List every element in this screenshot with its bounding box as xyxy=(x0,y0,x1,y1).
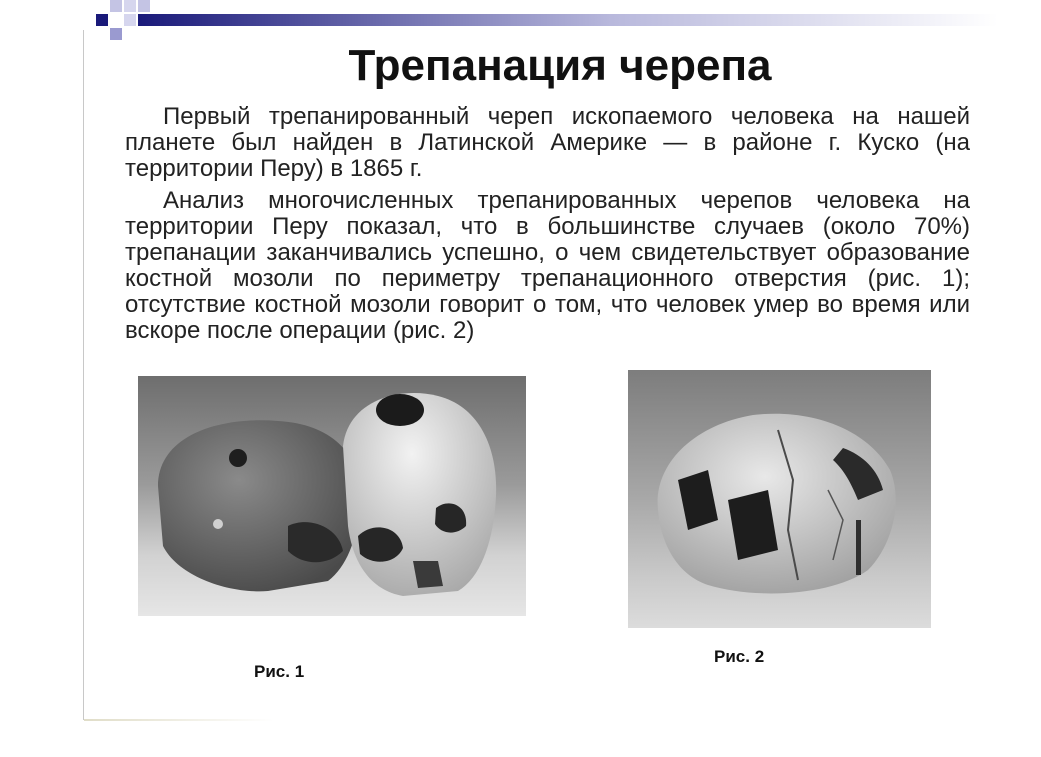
slide-title: Трепанация черепа xyxy=(348,41,772,90)
trepanned-skull-image xyxy=(628,370,931,628)
figure-1-photo xyxy=(138,376,526,616)
body-text xyxy=(125,104,970,344)
paragraph-2: Анализ многочисленных трепанированных черепов человека на территории Перу показал, что в большинстве случаев (около 70%) трепанации заканчивались успешно, о чем свидетельствует образование костной мозоли по периметру трепанационного отверстия (рис. 1); отсутствие костной мозоли говорит о том, что человек умер во время или вскоре после операции (рис. 2) xyxy=(125,187,970,344)
two-skulls-image xyxy=(138,376,526,616)
paragraph-1: Первый трепанированный череп ископаемого человека на нашей планете был найден в Латинской Америке — в районе г. Куско (на территории Перу) в 1865 г. xyxy=(125,103,970,182)
left-rule xyxy=(83,30,84,720)
figure-1-caption: Рис. 1 xyxy=(254,662,305,681)
bottom-rule xyxy=(84,719,274,721)
figure-2-caption: Рис. 2 xyxy=(714,647,765,666)
figure-2-photo xyxy=(628,370,931,628)
